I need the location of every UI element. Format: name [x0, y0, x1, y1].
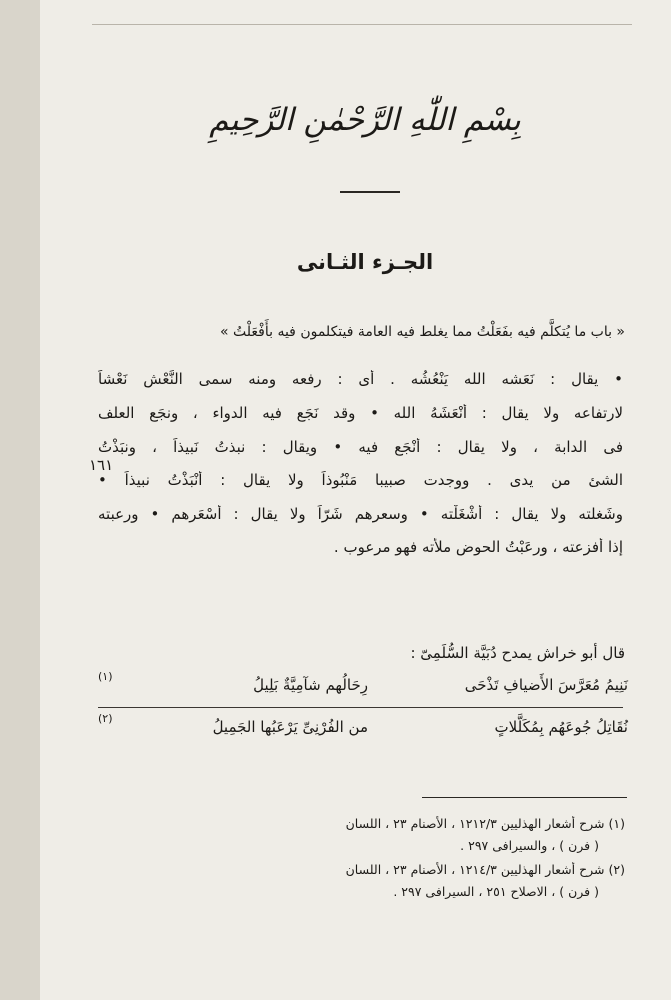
verse-hemistich: من الفُرْنِىِّ يَرْعَبُها الجَمِيلُ: [212, 718, 368, 736]
body-line: لارتفاعه ولا يقال : أَنْعَشَهُ الله • وقد نَجَع فيه الدواء ، ونجَع العلف: [98, 404, 623, 422]
title-separator: [340, 191, 400, 193]
chapter-heading: « باب ما يُتكلَّم فيه بفَعَلْتُ مما يغلط فيه العامة فيتكلمون فيه بأَفْعَلْتُ »: [220, 324, 625, 340]
footnote-line: ( فرن ) ، الاصلاح ٢٥١ ، السيرافى ٢٩٧ .: [393, 884, 599, 899]
body-line: وشَغلته ولا يقال : أشْغَلْته • وسعرهم شَرّاً ولا يقال : أسْعَرهم • ورعبته: [98, 505, 623, 523]
quote-intro: قال أبو خراش يمدح دُبَيَّة السُّلَمِىّ :: [410, 644, 625, 662]
page-edge-shadow: [0, 0, 40, 1000]
footnote-marker: (٢): [98, 712, 113, 725]
verse-hemistich: نَنِيمُ مُعَرَّسَ الأَضيافِ تَذْحَى: [464, 676, 628, 694]
verse-line: [98, 712, 628, 744]
footnote-line: (٢) شرح أشعار الهذليين ١٢١٤/٣ ، الأصنام ٢٣ ، اللسان: [345, 862, 625, 877]
body-line: الشئ من يدى . ووجدت صبيبا مَنْبُوذاً ولا يقال : أنْبَذْتُ نبيذاً •: [98, 471, 623, 489]
body-line: إذا أفزعته ، ورعَبْتُ الحوض ملأته فهو مرعوب .: [333, 538, 623, 556]
verse-divider: [98, 707, 623, 708]
part-title: الجـزء الثـانى: [296, 250, 434, 274]
body-line: فى الدابة ، ولا يقال : أَنْجَع فيه • ويقال : نبذتُ نَبيذاً ، ونبَذْتُ: [98, 438, 623, 456]
footnote-marker: (١): [98, 670, 113, 683]
footnote-line: ( فرن ) ، والسيرافى ٢٩٧ .: [460, 838, 599, 853]
margin-page-number: ١٦١: [89, 456, 114, 474]
verse-hemistich: نُقَاتِلُ جُوعَهُم بِمُكَلَّلاتٍ: [494, 718, 628, 736]
basmala-calligraphy: بِسْمِ اللّٰهِ الرَّحْمٰنِ الرَّحِيمِ: [209, 102, 521, 138]
footnote-rule: [422, 797, 627, 798]
top-rule: [92, 24, 632, 25]
verse-hemistich: رِحَالُهم شآمِيَّةٌ بَلِيلُ: [253, 676, 368, 694]
body-line: • يقال : نَعَشه الله يَنْعُشُه . أى : رفعه ومنه سمى النَّعْش نَعْشاً: [98, 370, 623, 388]
verse-line: [98, 670, 628, 702]
footnote-line: (١) شرح أشعار الهذليين ١٢١٢/٣ ، الأصنام ٢٣ ، اللسان: [345, 816, 625, 831]
